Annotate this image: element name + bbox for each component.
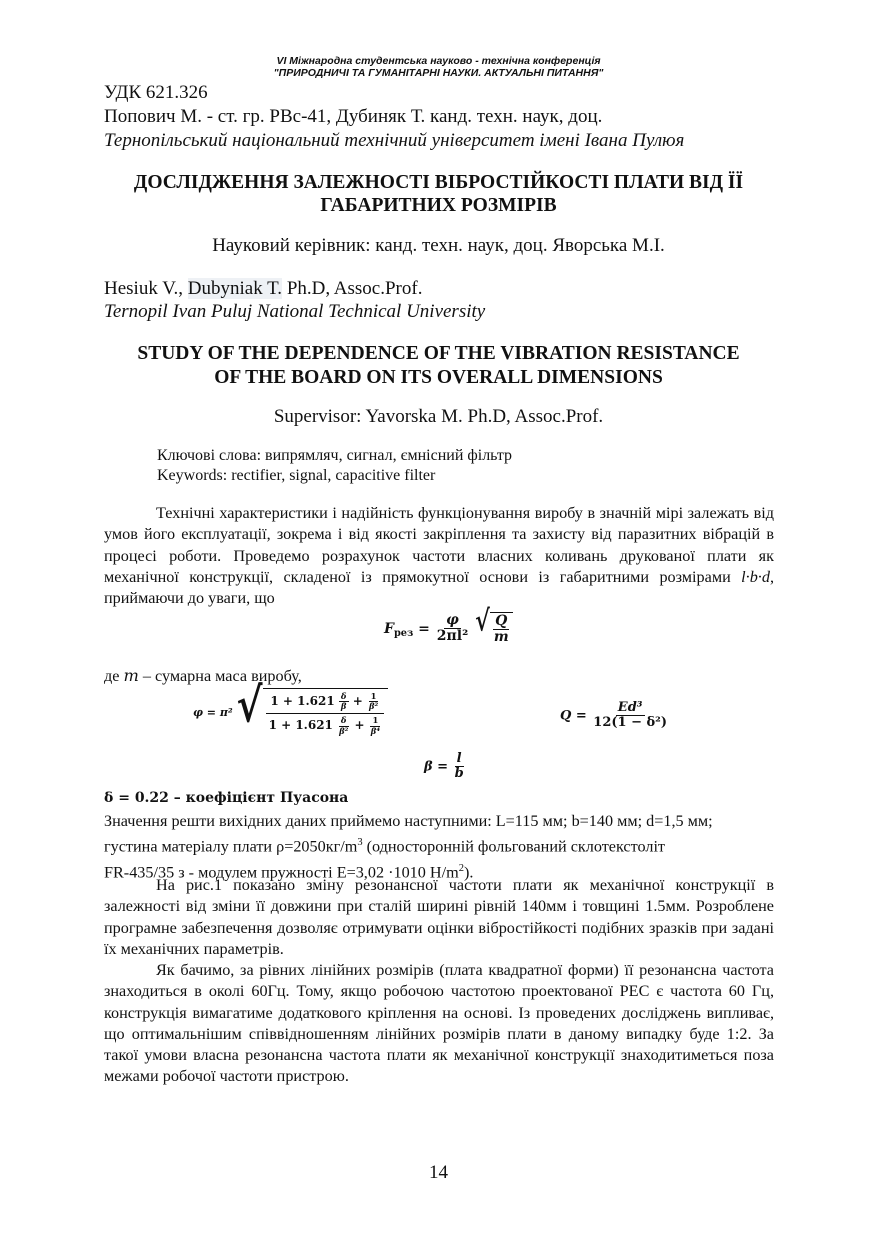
paragraph-intro	[104, 503, 774, 609]
sqrt-denominator: m	[493, 629, 509, 646]
dimensions-variable: l·b·d	[741, 567, 770, 586]
paragraph-figure-description	[104, 875, 774, 960]
title-ua-line1: ДОСЛІДЖЕННЯ ЗАЛЕЖНОСТІ ВІБРОСТІЙКОСТІ ПЛАТИ ВІД ЇЇ	[133, 172, 744, 193]
formula-beta	[424, 752, 466, 782]
paragraph-intro-text: Технічні характеристики і надійність функціонування виробу в значній мірі залежать від умов його експлуатації, зокрема і від якості закріплення та захисту від паразитних вібрацій в процесі роботи. Проведемо розрахунок частоти власних коливань друкованої плати як механічної конструкції, складеної із прямокутної основи із габаритними розмірами	[104, 504, 774, 586]
phi-num-f2-num: 1	[370, 691, 377, 701]
initial-data-line2	[104, 832, 774, 858]
phi-num-plus: +	[352, 694, 363, 709]
author-degree: Ph.D, Assoc.Prof.	[282, 278, 423, 299]
author-hesiuk: Hesiuk V.,	[104, 278, 188, 299]
phi-den-f1-num: δ	[340, 715, 347, 726]
formula-resonant-frequency	[384, 604, 513, 646]
phi-num-f2-den: β²	[368, 701, 379, 712]
title-en-line2: OF THE BOARD ON ITS OVERALL DIMENSIONS	[214, 367, 663, 388]
title-ua-line2: ГАБАРИТНИХ РОЗМІРІВ	[320, 195, 557, 216]
conference-header-line2: "ПРИРОДНИЧІ ТА ГУМАНІТАРНІ НАУКИ. АКТУАЛЬНІ ПИТАННЯ"	[273, 67, 604, 79]
conference-header-line1: VI Міжнародна студентська науково - технічна конференція	[276, 55, 601, 67]
phi-den-f2-den: β⁴	[370, 725, 380, 736]
phi-lhs: φ = π²	[193, 705, 233, 719]
phi-num-f1-num: δ	[340, 691, 347, 701]
modulus-exp: 2	[458, 862, 464, 874]
sqrt-numerator: Q	[495, 613, 508, 629]
density-exp: 3	[357, 837, 363, 849]
formula-f-symbol: F	[384, 620, 394, 637]
phi-main-fraction	[265, 690, 386, 738]
material-text: (односторонній фольгований склотекстоліт	[362, 837, 666, 856]
beta-numerator: l	[456, 751, 462, 766]
paragraph-initial-data	[104, 811, 774, 884]
formula-equals: =	[418, 620, 430, 637]
mass-definition	[104, 666, 302, 686]
sqrt-icon: √	[475, 604, 490, 639]
author-dubyniak-highlighted[interactable]: Dubyniak T.	[187, 278, 283, 299]
q-denominator: 12(1 − δ²)	[593, 715, 668, 731]
phi-den-plus: +	[354, 718, 365, 733]
formula-phi	[193, 678, 388, 738]
affiliation-ua: Тернопільський національний технічний університет імені Івана Пулюя	[104, 130, 685, 151]
paragraph-intro-end: , приймаючи до уваги, що	[104, 567, 774, 608]
beta-fraction	[453, 752, 466, 782]
authors-en	[104, 278, 422, 300]
density-text: густина матеріалу плати ρ=2050кг/m	[104, 837, 358, 856]
conclusion-text: Як бачимо, за рівних лінійних розмірів (плата квадратної форми) її резонансна частота знаходиться в околі 60Гц. Тому, якщо робочою частотою проектованої РЕС є частота 60 Гц, конструкція вимагатиме додаткового кріплення на основі. Із проведених досліджень випливає, що оптимальнішим співвідношенням лінійних розмірів плати в даному випадку буде 1:2. За такої умови власна резонансна частота плати як механічної конструкції знаходитиметься поза межами робочої частоти пристрою.	[104, 961, 774, 1086]
formula-f-subscript: рез	[393, 627, 414, 639]
beta-lhs: β =	[424, 759, 449, 775]
page-number: 14	[429, 1162, 448, 1183]
phi-sqrt	[236, 678, 388, 738]
formula-fraction	[435, 613, 470, 645]
beta-denominator: b	[454, 766, 464, 782]
title-en-line1: STUDY OF THE DEPENDENCE OF THE VIBRATION RESISTANCE	[137, 343, 740, 364]
paragraph-conclusion	[104, 960, 774, 1088]
phi-den-f1-den: β²	[339, 725, 349, 736]
modulus-end: ).	[463, 863, 474, 882]
formula-sqrt	[475, 604, 513, 646]
mass-def-prefix: де	[104, 667, 124, 685]
fraction-denominator: 2πl²	[436, 628, 469, 645]
supervisor-ua: Науковий керівник: канд. техн. наук, доц. Яворська М.І.	[212, 235, 665, 256]
modulus-text: FR-435/35 з - модулем пружності E=3,02 ·1010 Н/m	[104, 863, 459, 882]
phi-den-f2-num: 1	[372, 715, 379, 726]
figure-description-text: На рис.1 показано зміну резонансної частоти плати як механічної конструкції в залежності від зміни її довжини при сталій ширині рівній 140мм і товщині 1.5мм. Розроблене програмне забезпечення дозволяє отримувати оцінки вібростійкості подібних зразків при задані їх механічних параметрів.	[104, 876, 774, 958]
udc-code: УДК 621.326	[104, 82, 208, 103]
supervisor-en: Supervisor: Yavorska M. Ph.D, Assoc.Prof.	[273, 406, 604, 427]
initial-data-line1: Значення решти вихідних даних приймемо наступними: L=115 мм; b=140 мм; d=1,5 мм;	[104, 812, 713, 830]
q-numerator: Ed³	[617, 700, 643, 715]
mass-variable: m	[123, 666, 139, 685]
q-fraction	[591, 701, 669, 731]
phi-num-coef: 1 + 1.621	[270, 694, 335, 709]
keywords-ua: Ключові слова: випрямляч, сигнал, ємнісний фільтр	[157, 447, 513, 464]
affiliation-en: Ternopil Ivan Puluj National Technical University	[104, 301, 486, 322]
phi-num-f1-den: β	[340, 701, 347, 712]
fraction-numerator: φ	[446, 612, 459, 628]
mass-def-suffix: – сумарна маса виробу,	[138, 667, 302, 685]
poisson-ratio: δ = 0.22 – коефіцієнт Пуасона	[104, 790, 349, 806]
phi-den-coef: 1 + 1.621	[268, 718, 333, 733]
authors-ua: Попович М. - ст. гр. РВс-41, Дубиняк Т. канд. техн. наук, доц.	[104, 106, 603, 127]
formula-q	[560, 701, 669, 731]
keywords-en: Keywords: rectifier, signal, capacitive filter	[157, 467, 436, 484]
sqrt-icon: √	[236, 678, 263, 734]
q-lhs: Q =	[560, 708, 587, 724]
